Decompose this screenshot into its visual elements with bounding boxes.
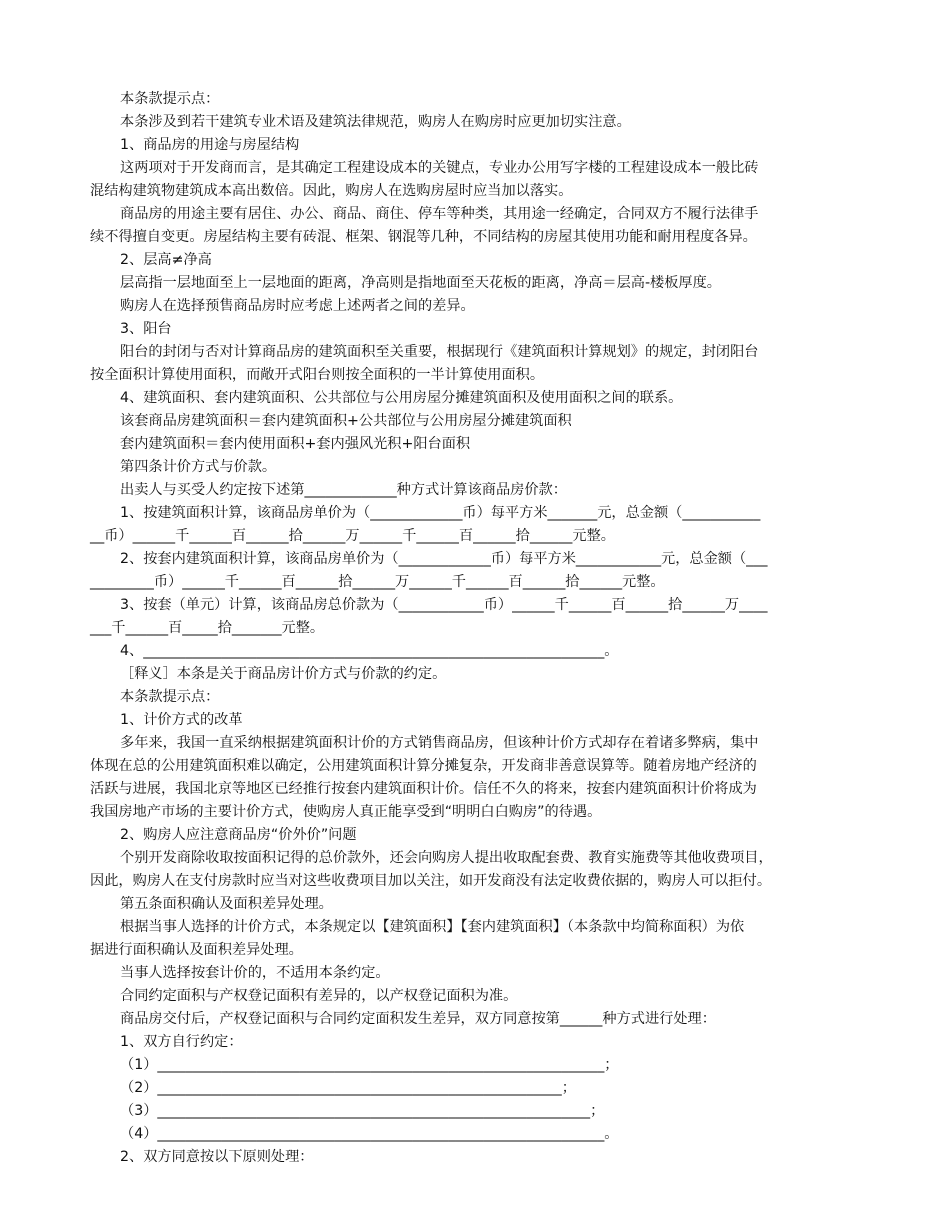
paragraph: 多年来，我国一直采纳根据建筑面积计价的方式销售商品房，但该种计价方式却存在着诸多弊病，集中: [120, 735, 759, 751]
article-heading: 第四条计价方式与价款。: [120, 459, 277, 475]
paragraph: 本条款提示点：: [120, 91, 220, 107]
paragraph: 层高指一层地面至上一层地面的距离，净高则是指地面至天花板的距离，净高＝层高-楼板厚度。: [120, 275, 721, 291]
paragraph: 这两项对于开发商而言，是其确定工程建设成本的关键点，专业办公用写字楼的工程建设成本一般比砖: [120, 160, 759, 176]
pricing-option-continuation: __币）______千______百______拾______万______千______百______拾______元整。: [90, 528, 615, 544]
blank-line-item: （4）_______________________________________________________________。: [120, 1126, 619, 1142]
pricing-option-continuation: _________币）______千______百______拾______万______千______百______拾______元整。: [90, 574, 665, 590]
section-heading: 3、阳台: [120, 321, 172, 337]
formula-line: 该套商品房建筑面积＝套内建筑面积+公共部位与公用房屋分摊建筑面积: [120, 413, 572, 429]
pricing-option: 4、_________________________________________________________________。: [120, 643, 619, 659]
section-heading: 2、双方同意按以下原则处理：: [120, 1149, 314, 1165]
paragraph-continuation: 续不得擅自变更。房屋结构主要有砖混、框架、钢混等几种，不同结构的房屋其使用功能和耐用程度各异。: [90, 229, 757, 245]
paragraph-continuation: 活跃与进展，我国北京等地区已经推行按套内建筑面积计价。信任不久的将来，按套内建筑面积计价将成为: [90, 781, 757, 797]
formula-line: 套内建筑面积＝套内使用面积+套内强风光积+阳台面积: [120, 436, 471, 452]
blank-line-item: （1）_______________________________________________________________；: [120, 1057, 619, 1073]
paragraph-continuation: 据进行面积确认及面积差异处理。: [90, 942, 303, 958]
article-heading: 第五条面积确认及面积差异处理。: [120, 896, 333, 912]
paragraph: 本条涉及到若干建筑专业术语及建筑法律规范，购房人在购房时应更加切实注意。: [120, 114, 631, 130]
section-heading: 1、双方自行约定：: [120, 1034, 243, 1050]
blank-line-item: （2）_________________________________________________________；: [120, 1080, 576, 1096]
blank-line-item: （3）_____________________________________________________________；: [120, 1103, 605, 1119]
paragraph-continuation: 混结构建筑物建筑成本高出数倍。因此，购房人在选购房屋时应当加以落实。: [90, 183, 573, 199]
paragraph: 出卖人与买受人约定按下述第_____________种方式计算该商品房价款：: [120, 482, 567, 498]
paragraph: 当事人选择按套计价的，不适用本条约定。: [120, 965, 390, 981]
pricing-option: 2、按套内建筑面积计算，该商品房单价为（_____________币）每平方米____________元，总金额（___: [120, 551, 768, 567]
section-heading: 2、购房人应注意商品房“价外价”问题: [120, 827, 357, 843]
section-heading: 1、计价方式的改革: [120, 712, 243, 728]
paragraph: 本条款提示点：: [120, 689, 220, 705]
paragraph: 购房人在选择预售商品房时应考虑上述两者之间的差异。: [120, 298, 475, 314]
paragraph-continuation: 体现在总的公用建筑面积难以确定，公用建筑面积计算分摊复杂，开发商非善意误算等。随着房地产经济的: [90, 758, 757, 774]
paragraph: 根据当事人选择的计价方式，本条规定以【建筑面积】【套内建筑面积】（本条款中均简称面积）为依: [120, 919, 745, 935]
section-heading: 2、层高≠净高: [120, 252, 212, 268]
paragraph: 阳台的封闭与否对计算商品房的建筑面积至关重要，根据现行《建筑面积计算规划》的规定，封闭阳台: [120, 344, 759, 360]
paragraph-continuation: 我国房地产市场的主要计价方式，使购房人真正能享受到“明明白白购房”的待遇。: [90, 804, 602, 820]
paragraph-continuation: 因此，购房人在支付房款时应当对这些收费项目加以关注，如开发商没有法定收费依据的，购房人可以拒付。: [90, 873, 772, 889]
paragraph: 合同约定面积与产权登记面积有差异的，以产权登记面积为准。: [120, 988, 518, 1004]
paragraph: 商品房的用途主要有居住、办公、商品、商住、停车等种类，其用途一经确定，合同双方不履行法律手: [120, 206, 759, 222]
pricing-option: 3、按套（单元）计算，该商品房总价款为（____________币）______千______百______拾______万____: [120, 597, 768, 613]
pricing-option: 1、按建筑面积计算，该商品房单价为（_____________币）每平方米_______元，总金额（___________: [120, 505, 761, 521]
section-heading: 4、建筑面积、套内建筑面积、公共部位与公用房屋分摊建筑面积及使用面积之间的联系。: [120, 390, 683, 406]
paragraph: ［释义］本条是关于商品房计价方式与价款的约定。: [120, 666, 447, 682]
section-heading: 1、商品房的用途与房屋结构: [120, 137, 300, 153]
paragraph: 商品房交付后，产权登记面积与合同约定面积发生差异，双方同意按第______种方式进行处理：: [120, 1011, 716, 1027]
pricing-option-continuation: ___千______百_____拾_______元整。: [90, 620, 325, 636]
paragraph-continuation: 按全面积计算使用面积，而敞开式阳台则按全面积的一半计算使用面积。: [90, 367, 545, 383]
paragraph: 个别开发商除收取按面积记得的总价款外，还会向购房人提出收取配套费、教育实施费等其他收费项目，: [120, 850, 773, 866]
